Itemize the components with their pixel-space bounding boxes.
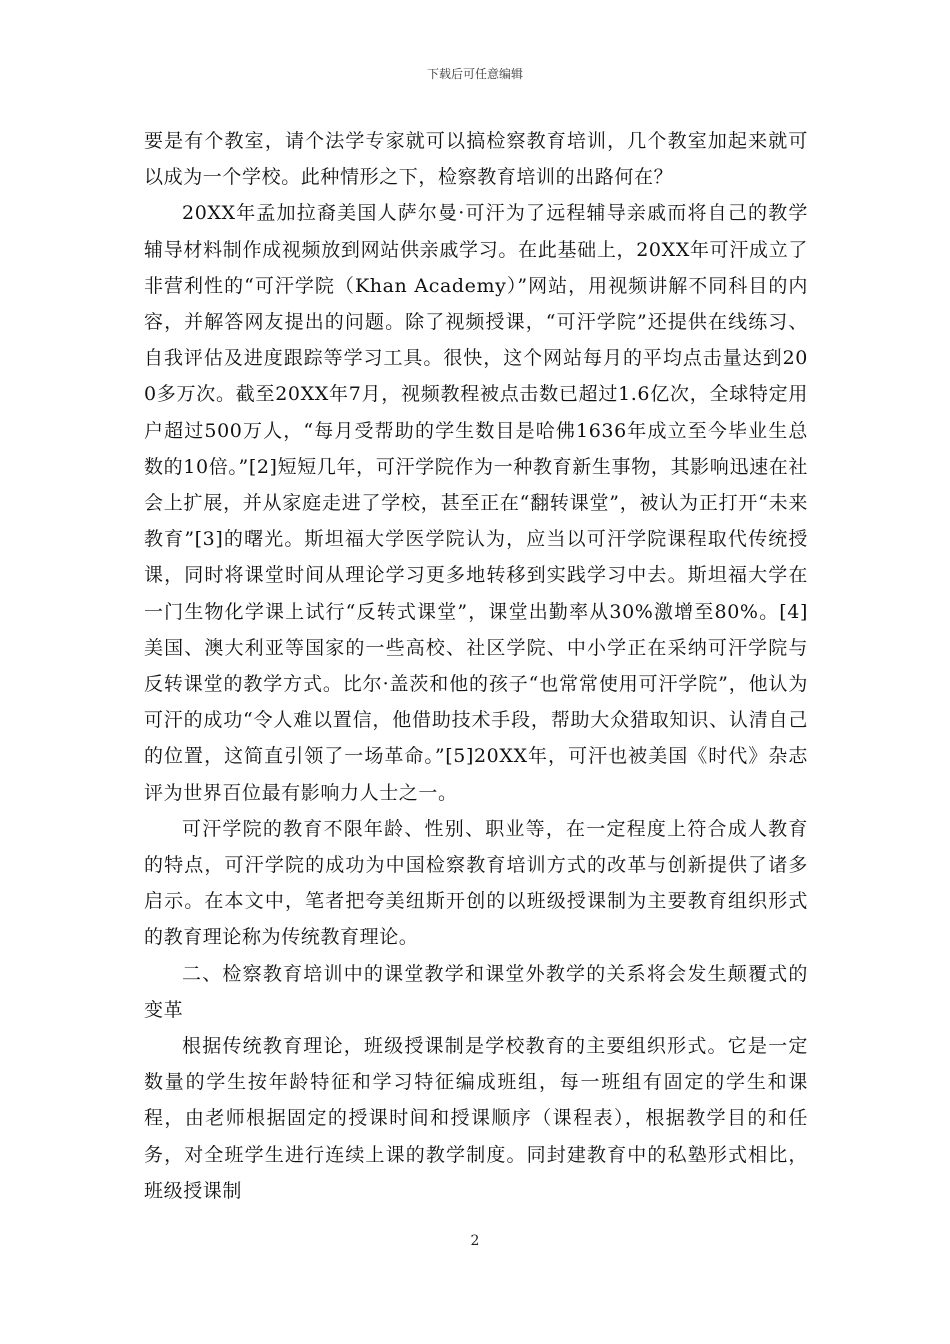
- page-number: 2: [470, 1233, 480, 1249]
- paragraph-class-teaching: 根据传统教育理论，班级授课制是学校教育的主要组织形式。它是一定数量的学生按年龄特征和学习特征编成班组，每一班组有固定的学生和课程，由老师根据固定的授课时间和授课顺序（课程表），根据教学目的和任务，对全班学生进行连续上课的教学制度。同封建教育中的私塾形式相比，班级授课制: [144, 1035, 808, 1202]
- document-body: [144, 123, 808, 1209]
- paragraph-inspiration: 可汗学院的教育不限年龄、性别、职业等，在一定程度上符合成人教育的特点，可汗学院的成功为中国检察教育培训方式的改革与创新提供了诸多启示。在本文中，笔者把夸美纽斯开创的以班级授课制为主要教育组织形式的教育理论称为传统教育理论。: [144, 817, 808, 949]
- section-heading: 二、检察教育培训中的课堂教学和课堂外教学的关系将会发生颠覆式的变革: [144, 962, 808, 1021]
- paragraph-continuation: 要是有个教室，请个法学专家就可以搞检察教育培训，几个教室加起来就可以成为一个学校。此种情形之下，检察教育培训的出路何在？: [144, 130, 808, 189]
- paragraph-khan-academy: 20XX年孟加拉裔美国人萨尔曼·可汗为了远程辅导亲戚而将自己的教学辅导材料制作成视频放到网站供亲戚学习。在此基础上，20XX年可汗成立了非营利性的“可汗学院（Khan Academy）”网站，用视频讲解不同科目的内容，并解答网友提出的问题。除了视频授课，“可汗学院”还提供在线练习、自我评估及进度跟踪等学习工具。很快，这个网站每月的平均点击量达到200多万次。截至20XX年7月，视频教程被点击数已超过1.6亿次，全球特定用户超过500万人，“每月受帮助的学生数目是哈佛1636年成立至今毕业生总数的10倍。”[2]短短几年，可汗学院作为一种教育新生事物，其影响迅速在社会上扩展，并从家庭走进了学校，甚至正在“翻转课堂”，被认为正打开“未来教育”[3]的曙光。斯坦福大学医学院认为，应当以可汗学院课程取代传统授课，同时将课堂时间从理论学习更多地转移到实践学习中去。斯坦福大学在一门生物化学课上试行“反转式课堂”，课堂出勤率从30%激增至80%。[4]美国、澳大利亚等国家的一些高校、社区学院、中小学正在采纳可汗学院与反转课堂的教学方式。比尔·盖茨和他的孩子“也常常使用可汗学院”，他认为可汗的成功“令人难以置信，他借助技术手段，帮助大众猎取知识、认清自己的位置，这简直引领了一场革命。”[5]20XX年，可汗也被美国《时代》杂志评为世界百位最有影响力人士之一。: [144, 202, 808, 804]
- page-header: 下载后可任意编辑: [426, 67, 523, 81]
